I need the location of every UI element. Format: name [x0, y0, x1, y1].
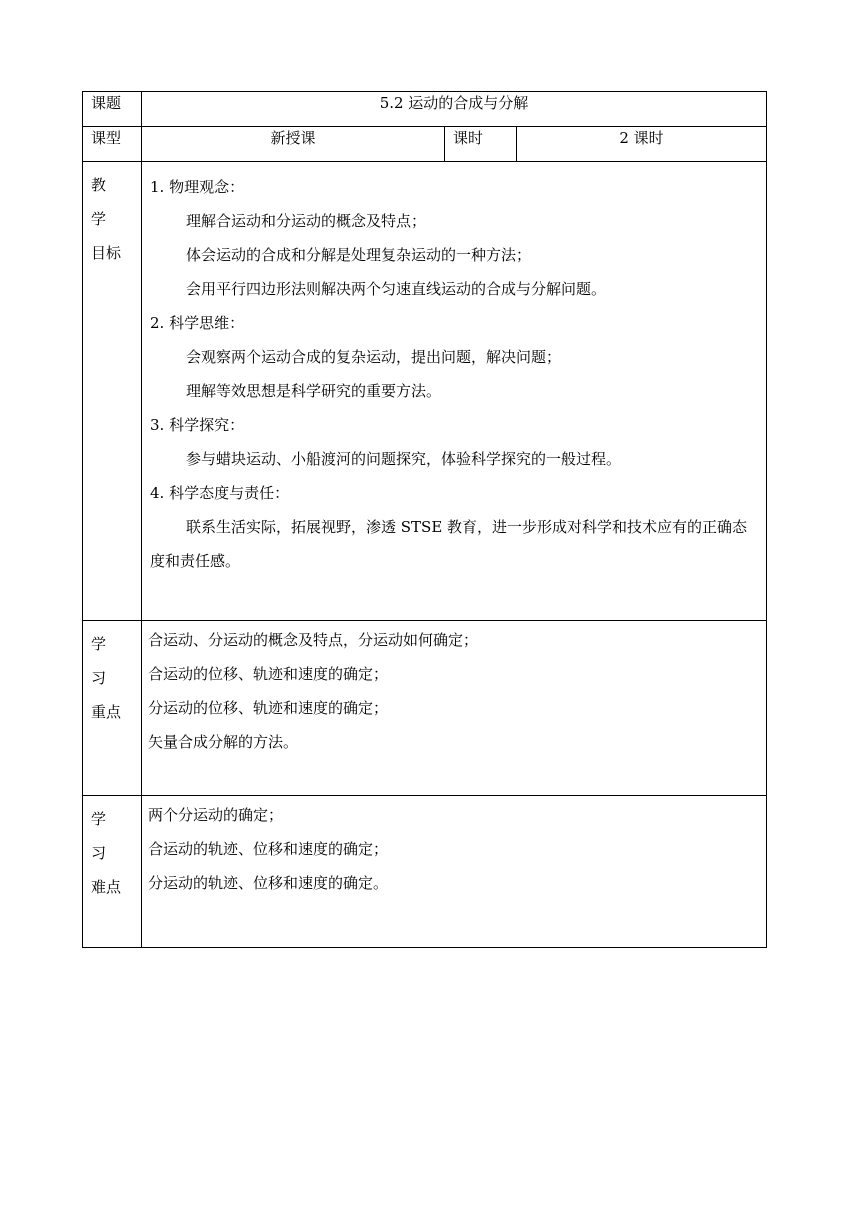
hours-value: 2 课时	[517, 127, 767, 162]
key-points-label	[83, 621, 142, 796]
difficulties-row	[83, 796, 767, 948]
difficulty-item: 两个分运动的确定；	[148, 806, 284, 824]
key-points-label-line1: 学 习	[91, 635, 120, 687]
type-value: 新授课	[142, 127, 445, 162]
key-point-item: 分运动的位移、轨迹和速度的确定；	[148, 699, 389, 717]
goals-section-title: 2. 科学思维：	[150, 314, 245, 332]
goals-item: 体会运动的合成和分解是处理复杂运动的一种方法；	[186, 246, 532, 264]
goals-paragraph: 联系生活实际，拓展视野，渗透 STSE 教育，进一步形成对科学和技术应有的正确态度和责任感。	[150, 518, 748, 570]
goals-item: 会观察两个运动合成的复杂运动，提出问题，解决问题；	[186, 348, 562, 366]
type-label: 课型	[83, 127, 142, 162]
topic-row	[83, 92, 767, 127]
lesson-plan-table	[82, 91, 767, 948]
goals-content	[142, 162, 767, 621]
goals-section-title: 4. 科学态度与责任：	[150, 484, 290, 502]
key-points-row	[83, 621, 767, 796]
difficulty-item: 合运动的轨迹、位移和速度的确定；	[148, 840, 389, 858]
goals-label-line2: 目标	[91, 244, 122, 262]
key-point-item: 合运动的位移、轨迹和速度的确定；	[148, 665, 389, 683]
key-points-content	[142, 621, 767, 796]
difficulties-label-line1: 学 习	[91, 810, 120, 862]
goals-label-line1: 教 学	[91, 176, 120, 228]
goals-item: 参与蜡块运动、小船渡河的问题探究，体验科学探究的一般过程。	[186, 450, 622, 468]
goals-row	[83, 162, 767, 621]
difficulties-label	[83, 796, 142, 948]
goals-section-title: 1. 物理观念：	[150, 178, 245, 196]
topic-label: 课题	[83, 92, 142, 127]
goals-item: 理解等效思想是科学研究的重要方法。	[186, 382, 442, 400]
key-point-item: 合运动、分运动的概念及特点，分运动如何确定；	[148, 631, 479, 649]
difficulties-content	[142, 796, 767, 948]
goals-label	[83, 162, 142, 621]
hours-label: 课时	[445, 127, 517, 162]
goals-item: 理解合运动和分运动的概念及特点；	[186, 212, 427, 230]
difficulty-item: 分运动的轨迹、位移和速度的确定。	[148, 874, 389, 892]
key-points-label-line2: 重点	[91, 703, 122, 721]
goals-item: 会用平行四边形法则解决两个匀速直线运动的合成与分解问题。	[186, 280, 607, 298]
type-row	[83, 127, 767, 162]
goals-section-title: 3. 科学探究：	[150, 416, 245, 434]
topic-value: 5.2 运动的合成与分解	[142, 92, 767, 127]
key-point-item: 矢量合成分解的方法。	[148, 733, 299, 751]
difficulties-label-line2: 难点	[91, 878, 122, 896]
